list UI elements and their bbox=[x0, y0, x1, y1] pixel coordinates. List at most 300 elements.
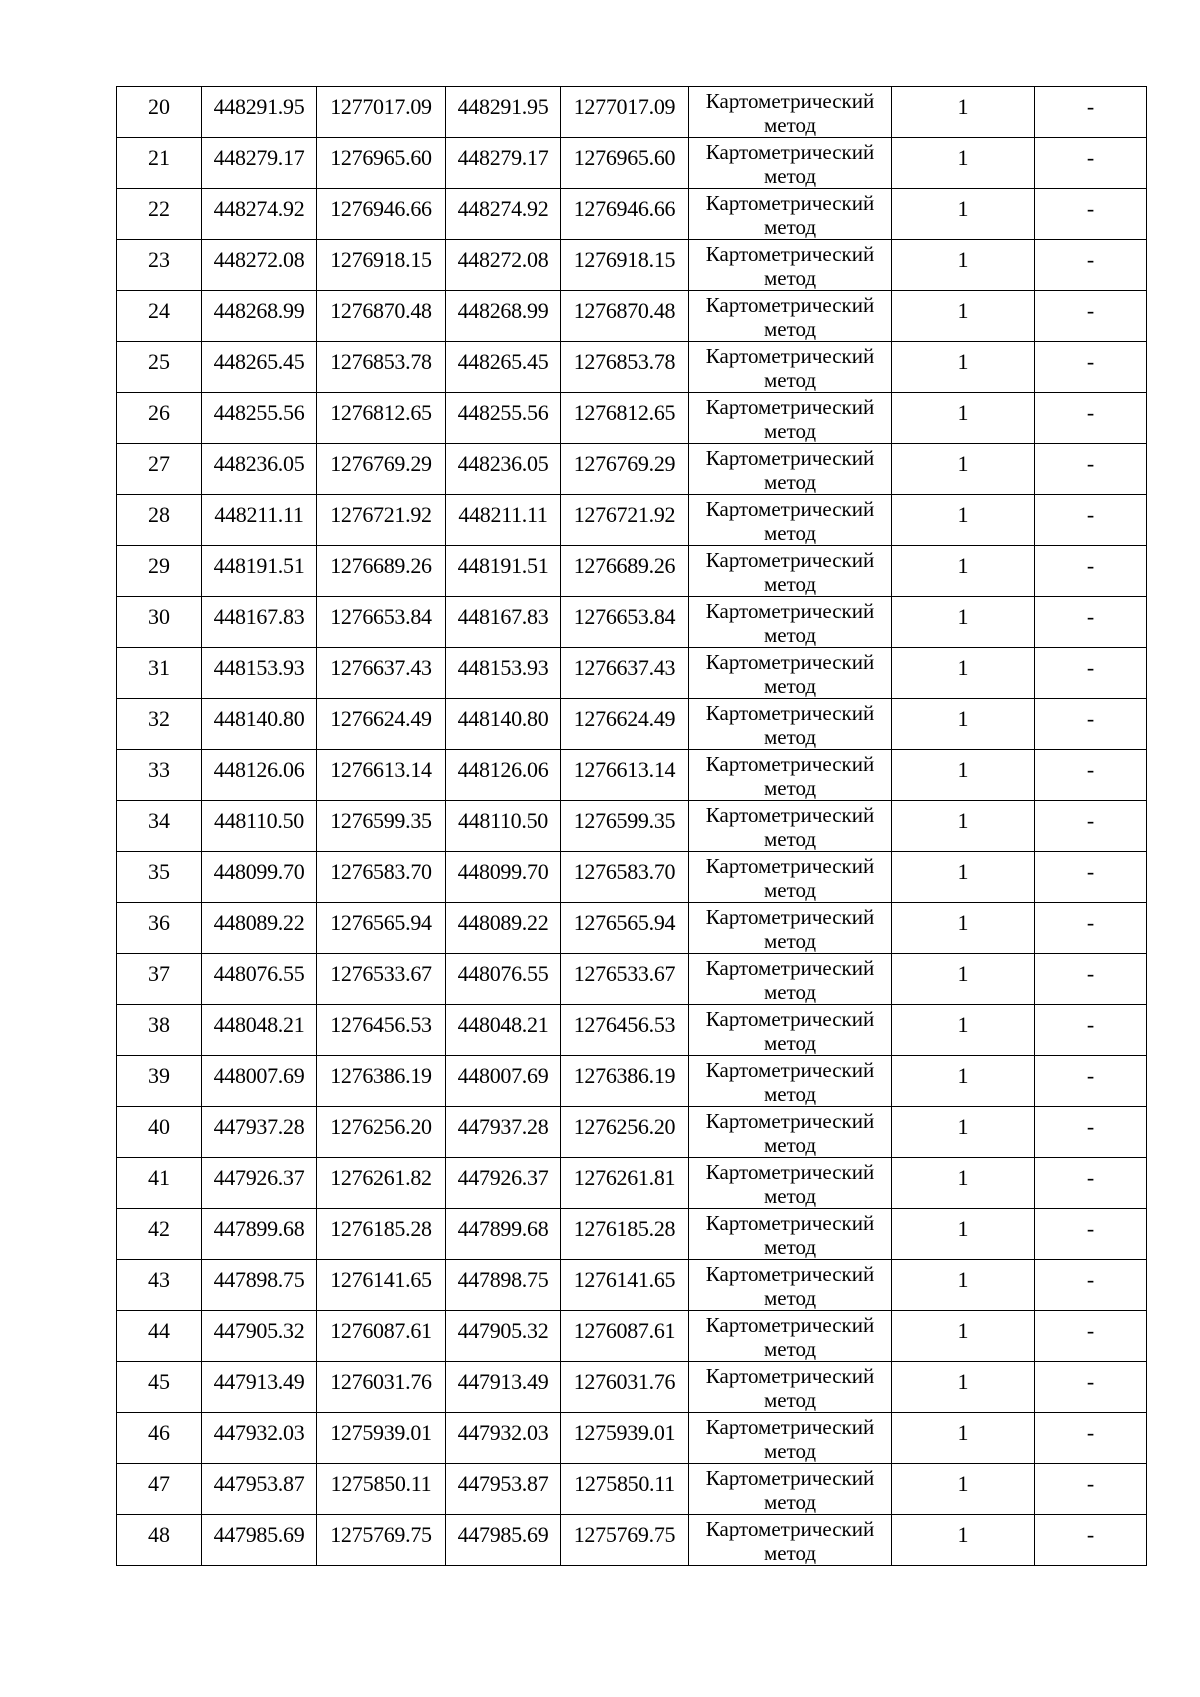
method-line1: Картометрический bbox=[705, 701, 875, 725]
point-number-cell: 27 bbox=[117, 444, 202, 495]
y-old-cell: 1276613.14 bbox=[317, 750, 446, 801]
method-cell bbox=[689, 393, 892, 444]
y-old-cell: 1276870.48 bbox=[317, 291, 446, 342]
point-number-cell: 39 bbox=[117, 1056, 202, 1107]
precision-cell: 1 bbox=[892, 1209, 1035, 1260]
description-cell: - bbox=[1035, 1260, 1147, 1311]
description-cell: - bbox=[1035, 903, 1147, 954]
method-line1: Картометрический bbox=[705, 599, 875, 623]
x-old-cell: 447899.68 bbox=[202, 1209, 317, 1260]
table-row bbox=[117, 189, 1147, 240]
table-row bbox=[117, 1362, 1147, 1413]
method-cell bbox=[689, 1158, 892, 1209]
method-line2: метод bbox=[763, 164, 817, 188]
x-new-cell: 447953.87 bbox=[446, 1464, 561, 1515]
x-old-cell: 448110.50 bbox=[202, 801, 317, 852]
method-cell bbox=[689, 1056, 892, 1107]
precision-cell: 1 bbox=[892, 852, 1035, 903]
point-number-cell: 34 bbox=[117, 801, 202, 852]
method-line1: Картометрический bbox=[705, 854, 875, 878]
table-row bbox=[117, 1158, 1147, 1209]
table-row bbox=[117, 1056, 1147, 1107]
method-line2: метод bbox=[763, 113, 817, 137]
table-row bbox=[117, 1464, 1147, 1515]
method-cell bbox=[689, 342, 892, 393]
x-old-cell: 447932.03 bbox=[202, 1413, 317, 1464]
y-new-cell: 1276769.29 bbox=[561, 444, 689, 495]
y-new-cell: 1276386.19 bbox=[561, 1056, 689, 1107]
method-cell bbox=[689, 1464, 892, 1515]
x-new-cell: 447913.49 bbox=[446, 1362, 561, 1413]
table-row bbox=[117, 597, 1147, 648]
description-cell: - bbox=[1035, 240, 1147, 291]
method-line2: метод bbox=[763, 1337, 817, 1361]
method-line1: Картометрический bbox=[705, 650, 875, 674]
method-line2: метод bbox=[763, 1490, 817, 1514]
method-line1: Картометрический bbox=[705, 293, 875, 317]
method-cell bbox=[689, 801, 892, 852]
description-cell: - bbox=[1035, 954, 1147, 1005]
method-line1: Картометрический bbox=[705, 446, 875, 470]
method-cell bbox=[689, 648, 892, 699]
table-body bbox=[117, 87, 1147, 1566]
method-line2: метод bbox=[763, 1541, 817, 1565]
x-old-cell: 448272.08 bbox=[202, 240, 317, 291]
method-cell bbox=[689, 138, 892, 189]
point-number-cell: 28 bbox=[117, 495, 202, 546]
method-cell bbox=[689, 189, 892, 240]
point-number-cell: 40 bbox=[117, 1107, 202, 1158]
y-new-cell: 1276918.15 bbox=[561, 240, 689, 291]
precision-cell: 1 bbox=[892, 189, 1035, 240]
y-new-cell: 1276533.67 bbox=[561, 954, 689, 1005]
x-new-cell: 448099.70 bbox=[446, 852, 561, 903]
y-old-cell: 1277017.09 bbox=[317, 87, 446, 138]
point-number-cell: 36 bbox=[117, 903, 202, 954]
precision-cell: 1 bbox=[892, 597, 1035, 648]
x-old-cell: 448007.69 bbox=[202, 1056, 317, 1107]
method-line2: метод bbox=[763, 1133, 817, 1157]
y-new-cell: 1276261.81 bbox=[561, 1158, 689, 1209]
y-old-cell: 1276918.15 bbox=[317, 240, 446, 291]
method-line1: Картометрический bbox=[705, 956, 875, 980]
method-cell bbox=[689, 1005, 892, 1056]
y-new-cell: 1276599.35 bbox=[561, 801, 689, 852]
point-number-cell: 43 bbox=[117, 1260, 202, 1311]
method-line2: метод bbox=[763, 980, 817, 1004]
method-line1: Картометрический bbox=[705, 1364, 875, 1388]
x-new-cell: 448236.05 bbox=[446, 444, 561, 495]
method-cell bbox=[689, 852, 892, 903]
y-old-cell: 1276637.43 bbox=[317, 648, 446, 699]
x-old-cell: 447937.28 bbox=[202, 1107, 317, 1158]
description-cell: - bbox=[1035, 648, 1147, 699]
method-cell bbox=[689, 240, 892, 291]
x-old-cell: 447898.75 bbox=[202, 1260, 317, 1311]
x-new-cell: 448255.56 bbox=[446, 393, 561, 444]
point-number-cell: 38 bbox=[117, 1005, 202, 1056]
method-line1: Картометрический bbox=[705, 905, 875, 929]
x-new-cell: 448291.95 bbox=[446, 87, 561, 138]
precision-cell: 1 bbox=[892, 699, 1035, 750]
y-new-cell: 1276613.14 bbox=[561, 750, 689, 801]
precision-cell: 1 bbox=[892, 801, 1035, 852]
method-line1: Картометрический bbox=[705, 140, 875, 164]
precision-cell: 1 bbox=[892, 495, 1035, 546]
method-line1: Картометрический bbox=[705, 1211, 875, 1235]
y-new-cell: 1275769.75 bbox=[561, 1515, 689, 1566]
description-cell: - bbox=[1035, 801, 1147, 852]
description-cell: - bbox=[1035, 750, 1147, 801]
x-new-cell: 448265.45 bbox=[446, 342, 561, 393]
table-row bbox=[117, 903, 1147, 954]
precision-cell: 1 bbox=[892, 1005, 1035, 1056]
x-new-cell: 447905.32 bbox=[446, 1311, 561, 1362]
method-line2: метод bbox=[763, 572, 817, 596]
method-cell bbox=[689, 495, 892, 546]
table-row bbox=[117, 648, 1147, 699]
method-cell bbox=[689, 546, 892, 597]
y-old-cell: 1276946.66 bbox=[317, 189, 446, 240]
precision-cell: 1 bbox=[892, 954, 1035, 1005]
description-cell: - bbox=[1035, 138, 1147, 189]
y-old-cell: 1276031.76 bbox=[317, 1362, 446, 1413]
method-line1: Картометрический bbox=[705, 1415, 875, 1439]
x-new-cell: 447937.28 bbox=[446, 1107, 561, 1158]
y-new-cell: 1276965.60 bbox=[561, 138, 689, 189]
y-old-cell: 1276599.35 bbox=[317, 801, 446, 852]
y-old-cell: 1276456.53 bbox=[317, 1005, 446, 1056]
x-old-cell: 448048.21 bbox=[202, 1005, 317, 1056]
point-number-cell: 31 bbox=[117, 648, 202, 699]
x-new-cell: 448268.99 bbox=[446, 291, 561, 342]
x-old-cell: 448265.45 bbox=[202, 342, 317, 393]
y-old-cell: 1276533.67 bbox=[317, 954, 446, 1005]
y-old-cell: 1276185.28 bbox=[317, 1209, 446, 1260]
method-cell bbox=[689, 597, 892, 648]
table-row bbox=[117, 495, 1147, 546]
method-line1: Картометрический bbox=[705, 1466, 875, 1490]
point-number-cell: 23 bbox=[117, 240, 202, 291]
y-new-cell: 1276870.48 bbox=[561, 291, 689, 342]
method-cell bbox=[689, 1260, 892, 1311]
method-cell bbox=[689, 1362, 892, 1413]
method-line1: Картометрический bbox=[705, 191, 875, 215]
x-old-cell: 448279.17 bbox=[202, 138, 317, 189]
method-line1: Картометрический bbox=[705, 1517, 875, 1541]
x-old-cell: 448291.95 bbox=[202, 87, 317, 138]
y-new-cell: 1276689.26 bbox=[561, 546, 689, 597]
method-line1: Картометрический bbox=[705, 344, 875, 368]
x-new-cell: 448272.08 bbox=[446, 240, 561, 291]
y-old-cell: 1275939.01 bbox=[317, 1413, 446, 1464]
y-new-cell: 1276031.76 bbox=[561, 1362, 689, 1413]
y-old-cell: 1276583.70 bbox=[317, 852, 446, 903]
precision-cell: 1 bbox=[892, 240, 1035, 291]
y-old-cell: 1275769.75 bbox=[317, 1515, 446, 1566]
y-new-cell: 1277017.09 bbox=[561, 87, 689, 138]
method-line1: Картометрический bbox=[705, 752, 875, 776]
precision-cell: 1 bbox=[892, 1515, 1035, 1566]
table-row bbox=[117, 240, 1147, 291]
method-line1: Картометрический bbox=[705, 1262, 875, 1286]
method-cell bbox=[689, 903, 892, 954]
table-row bbox=[117, 750, 1147, 801]
y-old-cell: 1276624.49 bbox=[317, 699, 446, 750]
precision-cell: 1 bbox=[892, 138, 1035, 189]
y-old-cell: 1276965.60 bbox=[317, 138, 446, 189]
point-number-cell: 42 bbox=[117, 1209, 202, 1260]
description-cell: - bbox=[1035, 291, 1147, 342]
y-old-cell: 1276812.65 bbox=[317, 393, 446, 444]
table-row bbox=[117, 1107, 1147, 1158]
x-old-cell: 448153.93 bbox=[202, 648, 317, 699]
method-line2: метод bbox=[763, 1031, 817, 1055]
precision-cell: 1 bbox=[892, 1362, 1035, 1413]
description-cell: - bbox=[1035, 699, 1147, 750]
description-cell: - bbox=[1035, 852, 1147, 903]
y-new-cell: 1276583.70 bbox=[561, 852, 689, 903]
x-old-cell: 447913.49 bbox=[202, 1362, 317, 1413]
description-cell: - bbox=[1035, 342, 1147, 393]
method-line2: метод bbox=[763, 470, 817, 494]
method-cell bbox=[689, 1209, 892, 1260]
x-new-cell: 447898.75 bbox=[446, 1260, 561, 1311]
y-old-cell: 1276689.26 bbox=[317, 546, 446, 597]
method-line2: метод bbox=[763, 1439, 817, 1463]
point-number-cell: 48 bbox=[117, 1515, 202, 1566]
x-old-cell: 447953.87 bbox=[202, 1464, 317, 1515]
method-line2: метод bbox=[763, 623, 817, 647]
description-cell: - bbox=[1035, 393, 1147, 444]
description-cell: - bbox=[1035, 1107, 1147, 1158]
precision-cell: 1 bbox=[892, 750, 1035, 801]
point-number-cell: 47 bbox=[117, 1464, 202, 1515]
description-cell: - bbox=[1035, 1158, 1147, 1209]
description-cell: - bbox=[1035, 1362, 1147, 1413]
x-old-cell: 448211.11 bbox=[202, 495, 317, 546]
y-old-cell: 1276141.65 bbox=[317, 1260, 446, 1311]
table-row bbox=[117, 138, 1147, 189]
y-old-cell: 1276261.82 bbox=[317, 1158, 446, 1209]
x-old-cell: 447985.69 bbox=[202, 1515, 317, 1566]
point-number-cell: 37 bbox=[117, 954, 202, 1005]
y-new-cell: 1276946.66 bbox=[561, 189, 689, 240]
x-old-cell: 448126.06 bbox=[202, 750, 317, 801]
precision-cell: 1 bbox=[892, 87, 1035, 138]
table-row bbox=[117, 444, 1147, 495]
method-line1: Картометрический bbox=[705, 803, 875, 827]
description-cell: - bbox=[1035, 597, 1147, 648]
table-row bbox=[117, 1209, 1147, 1260]
point-number-cell: 21 bbox=[117, 138, 202, 189]
x-new-cell: 447985.69 bbox=[446, 1515, 561, 1566]
x-old-cell: 448255.56 bbox=[202, 393, 317, 444]
method-cell bbox=[689, 1107, 892, 1158]
y-new-cell: 1276721.92 bbox=[561, 495, 689, 546]
x-new-cell: 448076.55 bbox=[446, 954, 561, 1005]
description-cell: - bbox=[1035, 189, 1147, 240]
table-row bbox=[117, 87, 1147, 138]
method-line2: метод bbox=[763, 674, 817, 698]
y-old-cell: 1276721.92 bbox=[317, 495, 446, 546]
description-cell: - bbox=[1035, 1209, 1147, 1260]
precision-cell: 1 bbox=[892, 903, 1035, 954]
method-line2: метод bbox=[763, 827, 817, 851]
x-old-cell: 448099.70 bbox=[202, 852, 317, 903]
y-old-cell: 1276769.29 bbox=[317, 444, 446, 495]
table-row bbox=[117, 342, 1147, 393]
x-old-cell: 447905.32 bbox=[202, 1311, 317, 1362]
description-cell: - bbox=[1035, 1413, 1147, 1464]
y-new-cell: 1275939.01 bbox=[561, 1413, 689, 1464]
y-new-cell: 1276456.53 bbox=[561, 1005, 689, 1056]
table-row bbox=[117, 1005, 1147, 1056]
x-new-cell: 448274.92 bbox=[446, 189, 561, 240]
precision-cell: 1 bbox=[892, 546, 1035, 597]
point-number-cell: 22 bbox=[117, 189, 202, 240]
x-new-cell: 448140.80 bbox=[446, 699, 561, 750]
method-cell bbox=[689, 87, 892, 138]
method-line2: метод bbox=[763, 1388, 817, 1412]
method-line1: Картометрический bbox=[705, 497, 875, 521]
table-row bbox=[117, 852, 1147, 903]
precision-cell: 1 bbox=[892, 1311, 1035, 1362]
method-line1: Картометрический bbox=[705, 1313, 875, 1337]
description-cell: - bbox=[1035, 1056, 1147, 1107]
description-cell: - bbox=[1035, 444, 1147, 495]
precision-cell: 1 bbox=[892, 1107, 1035, 1158]
x-new-cell: 448110.50 bbox=[446, 801, 561, 852]
table-row bbox=[117, 393, 1147, 444]
table-row bbox=[117, 1515, 1147, 1566]
method-line1: Картометрический bbox=[705, 1109, 875, 1133]
table-row bbox=[117, 954, 1147, 1005]
y-old-cell: 1276653.84 bbox=[317, 597, 446, 648]
x-old-cell: 448140.80 bbox=[202, 699, 317, 750]
point-number-cell: 32 bbox=[117, 699, 202, 750]
precision-cell: 1 bbox=[892, 291, 1035, 342]
description-cell: - bbox=[1035, 1515, 1147, 1566]
point-number-cell: 30 bbox=[117, 597, 202, 648]
precision-cell: 1 bbox=[892, 648, 1035, 699]
x-new-cell: 448048.21 bbox=[446, 1005, 561, 1056]
y-new-cell: 1276087.61 bbox=[561, 1311, 689, 1362]
x-old-cell: 448076.55 bbox=[202, 954, 317, 1005]
point-number-cell: 20 bbox=[117, 87, 202, 138]
x-new-cell: 448153.93 bbox=[446, 648, 561, 699]
point-number-cell: 25 bbox=[117, 342, 202, 393]
x-old-cell: 448191.51 bbox=[202, 546, 317, 597]
point-number-cell: 24 bbox=[117, 291, 202, 342]
method-cell bbox=[689, 291, 892, 342]
method-cell bbox=[689, 699, 892, 750]
table-row bbox=[117, 1413, 1147, 1464]
description-cell: - bbox=[1035, 1005, 1147, 1056]
point-number-cell: 29 bbox=[117, 546, 202, 597]
x-old-cell: 448268.99 bbox=[202, 291, 317, 342]
table-row bbox=[117, 801, 1147, 852]
point-number-cell: 45 bbox=[117, 1362, 202, 1413]
point-number-cell: 26 bbox=[117, 393, 202, 444]
method-line2: метод bbox=[763, 776, 817, 800]
y-new-cell: 1275850.11 bbox=[561, 1464, 689, 1515]
table-row bbox=[117, 546, 1147, 597]
method-line2: метод bbox=[763, 368, 817, 392]
method-line2: метод bbox=[763, 1235, 817, 1259]
method-cell bbox=[689, 444, 892, 495]
precision-cell: 1 bbox=[892, 1413, 1035, 1464]
method-cell bbox=[689, 1413, 892, 1464]
x-old-cell: 448167.83 bbox=[202, 597, 317, 648]
table-row bbox=[117, 1311, 1147, 1362]
method-line2: метод bbox=[763, 419, 817, 443]
description-cell: - bbox=[1035, 546, 1147, 597]
precision-cell: 1 bbox=[892, 1056, 1035, 1107]
method-line2: метод bbox=[763, 215, 817, 239]
x-new-cell: 448007.69 bbox=[446, 1056, 561, 1107]
method-line1: Картометрический bbox=[705, 1007, 875, 1031]
x-new-cell: 448191.51 bbox=[446, 546, 561, 597]
x-new-cell: 448279.17 bbox=[446, 138, 561, 189]
method-cell bbox=[689, 1515, 892, 1566]
y-new-cell: 1276565.94 bbox=[561, 903, 689, 954]
y-old-cell: 1275850.11 bbox=[317, 1464, 446, 1515]
precision-cell: 1 bbox=[892, 1464, 1035, 1515]
method-line1: Картометрический bbox=[705, 1160, 875, 1184]
description-cell: - bbox=[1035, 87, 1147, 138]
method-line2: метод bbox=[763, 521, 817, 545]
y-old-cell: 1276386.19 bbox=[317, 1056, 446, 1107]
x-new-cell: 448089.22 bbox=[446, 903, 561, 954]
description-cell: - bbox=[1035, 495, 1147, 546]
y-old-cell: 1276087.61 bbox=[317, 1311, 446, 1362]
y-new-cell: 1276653.84 bbox=[561, 597, 689, 648]
precision-cell: 1 bbox=[892, 1260, 1035, 1311]
point-number-cell: 44 bbox=[117, 1311, 202, 1362]
x-new-cell: 447899.68 bbox=[446, 1209, 561, 1260]
method-line1: Картометрический bbox=[705, 395, 875, 419]
point-number-cell: 35 bbox=[117, 852, 202, 903]
y-new-cell: 1276624.49 bbox=[561, 699, 689, 750]
x-new-cell: 447932.03 bbox=[446, 1413, 561, 1464]
y-new-cell: 1276141.65 bbox=[561, 1260, 689, 1311]
x-new-cell: 448167.83 bbox=[446, 597, 561, 648]
y-old-cell: 1276565.94 bbox=[317, 903, 446, 954]
method-cell bbox=[689, 1311, 892, 1362]
description-cell: - bbox=[1035, 1464, 1147, 1515]
method-line2: метод bbox=[763, 1286, 817, 1310]
x-old-cell: 448274.92 bbox=[202, 189, 317, 240]
table-row bbox=[117, 699, 1147, 750]
y-new-cell: 1276853.78 bbox=[561, 342, 689, 393]
y-old-cell: 1276853.78 bbox=[317, 342, 446, 393]
point-number-cell: 46 bbox=[117, 1413, 202, 1464]
y-new-cell: 1276256.20 bbox=[561, 1107, 689, 1158]
method-line1: Картометрический bbox=[705, 1058, 875, 1082]
precision-cell: 1 bbox=[892, 393, 1035, 444]
x-old-cell: 448089.22 bbox=[202, 903, 317, 954]
x-new-cell: 448211.11 bbox=[446, 495, 561, 546]
method-line2: метод bbox=[763, 1082, 817, 1106]
method-line2: метод bbox=[763, 266, 817, 290]
precision-cell: 1 bbox=[892, 444, 1035, 495]
table-row bbox=[117, 291, 1147, 342]
precision-cell: 1 bbox=[892, 342, 1035, 393]
method-cell bbox=[689, 954, 892, 1005]
method-line2: метод bbox=[763, 878, 817, 902]
precision-cell: 1 bbox=[892, 1158, 1035, 1209]
